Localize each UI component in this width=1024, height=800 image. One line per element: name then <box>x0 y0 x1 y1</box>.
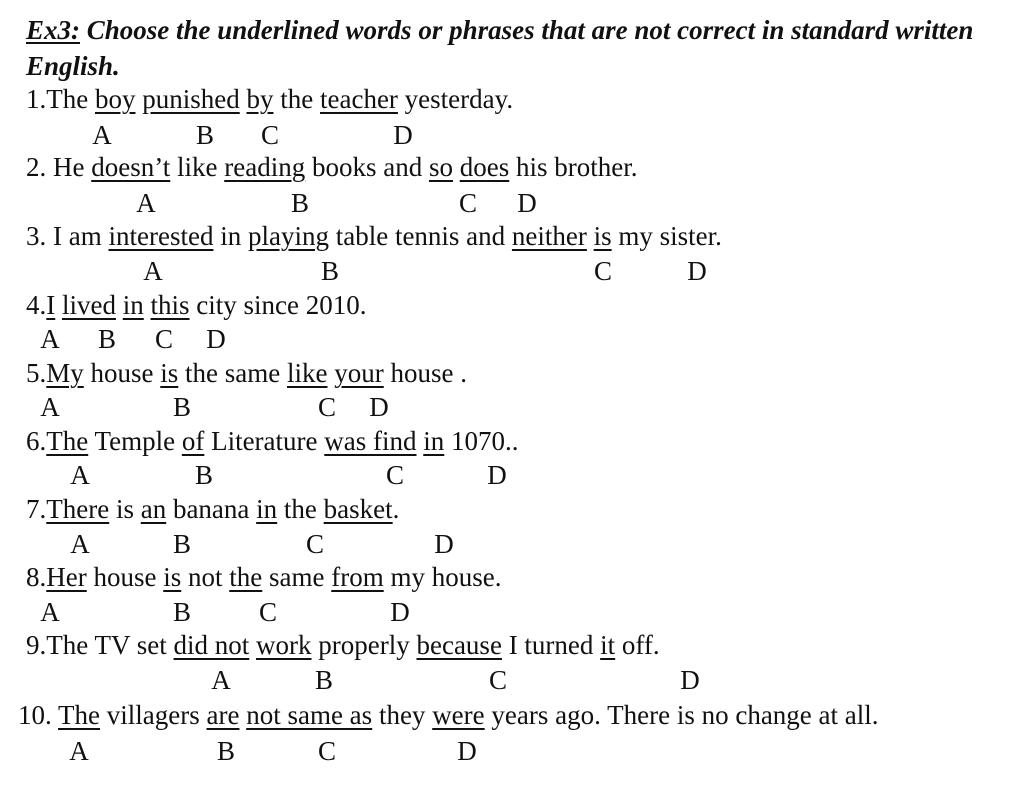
question-text: 10. <box>18 700 59 730</box>
underlined-option: an <box>140 494 167 524</box>
underlined-option: like <box>287 358 328 388</box>
option-letter-a: A <box>92 120 112 150</box>
underlined-option: were <box>432 700 485 730</box>
question-text: is <box>109 494 141 524</box>
option-letter-d: D <box>457 736 477 766</box>
question-text: table tennis and <box>328 221 512 251</box>
option-letter-d: D <box>393 120 413 150</box>
option-letter-c: C <box>154 324 173 354</box>
option-letter-d: D <box>517 188 537 218</box>
exercise-label: Ex3: <box>26 15 80 45</box>
question-text: 6. <box>26 426 47 456</box>
question-text: 1070.. <box>444 426 519 456</box>
question-2 <box>26 152 637 182</box>
option-letter-b: B <box>314 665 333 695</box>
underlined-option: boy <box>94 84 136 114</box>
underlined-option: basket <box>323 494 393 524</box>
underlined-option: Her <box>46 562 87 592</box>
underlined-option: it <box>600 630 616 660</box>
option-letter-d: D <box>680 665 700 695</box>
exercise-instruction: Choose the underlined words or phrases that are not correct in standard written English. <box>26 15 974 81</box>
option-letter-c: C <box>488 665 507 695</box>
question-text <box>144 290 151 320</box>
question-6 <box>26 426 519 456</box>
question-1 <box>26 84 513 114</box>
option-letter-a: A <box>69 736 89 766</box>
option-letter-b: B <box>194 460 213 490</box>
underlined-option: of <box>181 426 205 456</box>
option-letter-a: A <box>40 324 60 354</box>
underlined-option: There <box>46 494 110 524</box>
question-text: years ago. There is no change at all. <box>484 700 879 730</box>
option-letter-a: A <box>70 529 90 559</box>
option-letter-a: A <box>211 665 231 695</box>
question-text: 2. He <box>26 152 92 182</box>
question-text: . <box>392 494 400 524</box>
question-text: the <box>273 84 320 114</box>
underlined-option: in <box>122 290 144 320</box>
underlined-option: the <box>229 562 263 592</box>
question-text: 1.The <box>26 84 95 114</box>
underlined-option: so <box>428 152 453 182</box>
underlined-option: The <box>46 426 89 456</box>
underlined-option: your <box>334 358 384 388</box>
underlined-option: in <box>256 494 278 524</box>
option-letter-d: D <box>390 597 410 627</box>
option-letter-c: C <box>385 460 404 490</box>
option-letter-b: B <box>172 392 191 422</box>
question-text: like <box>170 152 225 182</box>
underlined-option: teacher <box>319 84 398 114</box>
question-text: same <box>262 562 332 592</box>
underlined-option: lived <box>62 290 116 320</box>
underlined-option: in <box>423 426 445 456</box>
question-text: 3. I am <box>26 221 109 251</box>
option-letter-d: D <box>687 256 707 286</box>
option-letter-c: C <box>258 597 277 627</box>
question-text: properly <box>311 630 417 660</box>
question-text: house . <box>383 358 467 388</box>
question-5 <box>26 358 467 388</box>
option-letter-d: D <box>206 324 226 354</box>
question-text: his brother. <box>509 152 638 182</box>
question-9 <box>26 630 660 660</box>
question-text: 5. <box>26 358 47 388</box>
question-text: villagers <box>100 700 207 730</box>
question-text: they <box>372 700 433 730</box>
question-8 <box>26 562 501 592</box>
question-text: Literature <box>204 426 325 456</box>
option-letter-d: D <box>434 529 454 559</box>
option-letter-b: B <box>172 597 191 627</box>
underlined-option: did not <box>173 630 250 660</box>
question-text: not <box>181 562 230 592</box>
underlined-option: are <box>206 700 240 730</box>
question-text: house <box>83 358 161 388</box>
question-text: house <box>86 562 164 592</box>
question-text: 9.The TV set <box>26 630 174 660</box>
question-10 <box>18 700 879 730</box>
underlined-option: does <box>459 152 510 182</box>
option-letter-c: C <box>260 120 279 150</box>
question-text: city since 2010. <box>189 290 367 320</box>
option-letter-a: A <box>136 188 156 218</box>
question-7 <box>26 494 399 524</box>
option-letter-b: B <box>97 324 116 354</box>
underlined-option: by <box>246 84 274 114</box>
question-text: in <box>213 221 248 251</box>
option-letter-c: C <box>317 736 336 766</box>
option-letter-b: B <box>216 736 235 766</box>
question-text: the same <box>178 358 287 388</box>
question-text <box>587 221 594 251</box>
option-letter-c: C <box>317 392 336 422</box>
underlined-option: from <box>331 562 384 592</box>
underlined-option: work <box>256 630 312 660</box>
question-text: Temple <box>88 426 182 456</box>
underlined-option: playing <box>247 221 329 251</box>
question-text: I turned <box>501 630 601 660</box>
option-letter-d: D <box>487 460 507 490</box>
question-4 <box>26 290 367 320</box>
option-letter-b: B <box>290 188 309 218</box>
option-letter-c: C <box>593 256 612 286</box>
underlined-option: interested <box>108 221 214 251</box>
underlined-option: reading <box>224 152 306 182</box>
underlined-option: this <box>150 290 190 320</box>
question-text <box>55 290 62 320</box>
exercise-heading <box>26 12 1016 84</box>
underlined-option: punished <box>142 84 240 114</box>
option-letter-b: B <box>320 256 339 286</box>
question-text: the <box>277 494 324 524</box>
option-letter-b: B <box>172 529 191 559</box>
question-text <box>249 630 256 660</box>
question-text: 7. <box>26 494 47 524</box>
question-3 <box>26 221 722 251</box>
option-letter-a: A <box>40 597 60 627</box>
option-letter-a: A <box>40 392 60 422</box>
question-text: 4. <box>26 290 47 320</box>
underlined-option: is <box>593 221 612 251</box>
underlined-option: My <box>46 358 84 388</box>
question-text <box>116 290 123 320</box>
underlined-option: is <box>160 358 179 388</box>
question-text: 8. <box>26 562 47 592</box>
question-text: off. <box>615 630 660 660</box>
option-letter-d: D <box>369 392 389 422</box>
underlined-option: is <box>163 562 182 592</box>
option-letter-c: C <box>305 529 324 559</box>
underlined-option: neither <box>511 221 587 251</box>
option-letter-a: A <box>70 460 90 490</box>
underlined-option: The <box>58 700 100 730</box>
underlined-option: because <box>416 630 502 660</box>
question-text: books and <box>305 152 429 182</box>
underlined-option: doesn’t <box>91 152 171 182</box>
option-letter-a: A <box>143 256 163 286</box>
question-text: my house. <box>383 562 502 592</box>
question-text <box>453 152 460 182</box>
option-letter-b: B <box>195 120 214 150</box>
question-text: yesterday. <box>397 84 514 114</box>
underlined-option: not same as <box>246 700 373 730</box>
underlined-option: was find <box>324 426 417 456</box>
underlined-option: I <box>46 290 56 320</box>
option-letter-c: C <box>458 188 477 218</box>
question-text: banana <box>166 494 257 524</box>
question-text: my sister. <box>611 221 722 251</box>
